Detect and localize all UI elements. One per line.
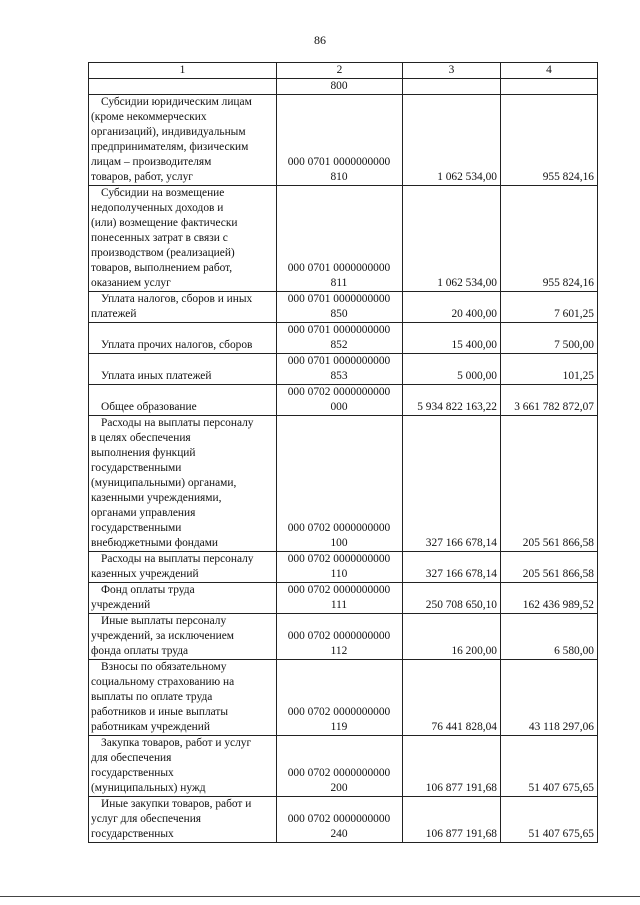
row-code-line: 112 bbox=[330, 645, 348, 657]
row-col4-value: 7 500,00 bbox=[501, 323, 598, 354]
header-col-1: 1 bbox=[89, 63, 277, 79]
row-name-line: государственных bbox=[91, 767, 174, 779]
row-name-cell bbox=[89, 660, 277, 736]
row-code-line: 000 0701 0000000000 bbox=[287, 324, 391, 336]
row-name-line: предпринимателям, физическим bbox=[91, 141, 249, 153]
table-row bbox=[89, 292, 598, 323]
row-name-line: работников и иные выплаты bbox=[91, 706, 229, 718]
row-code-cell bbox=[277, 736, 403, 797]
row-col3-value: 1 062 534,00 bbox=[403, 95, 501, 186]
row-code-line: 850 bbox=[330, 308, 348, 320]
row-code-cell bbox=[277, 354, 403, 385]
row-name-line: платежей bbox=[91, 308, 137, 320]
row-name-line: товаров, выполнением работ, bbox=[91, 262, 233, 274]
row-name-line: услуг для обеспечения bbox=[91, 813, 202, 825]
budget-table bbox=[88, 62, 598, 843]
row-name-line: оказанием услуг bbox=[91, 277, 171, 289]
row-name-line: Уплата налогов, сборов и иных bbox=[101, 293, 253, 305]
row-code-line: 119 bbox=[330, 721, 348, 733]
row-code-line: 200 bbox=[330, 782, 348, 794]
row-name-line: Расходы на выплаты персоналу bbox=[101, 553, 254, 565]
table-body bbox=[89, 79, 598, 843]
row-code-line: 110 bbox=[330, 568, 348, 580]
row-name-line: учреждений bbox=[91, 599, 151, 611]
row-name-line: государственными bbox=[91, 522, 182, 534]
row-name-line: Закупка товаров, работ и услуг bbox=[101, 737, 252, 749]
row-col3-value: 16 200,00 bbox=[403, 614, 501, 660]
row-name-cell bbox=[89, 186, 277, 292]
row-code-line: 000 0702 0000000000 bbox=[287, 584, 391, 596]
row-name-line: организаций), индивидуальным bbox=[91, 126, 246, 138]
row-code-cell bbox=[277, 660, 403, 736]
row-name-line: работникам учреждений bbox=[91, 721, 210, 733]
table-row bbox=[89, 660, 598, 736]
row-name-line: казенных учреждений bbox=[91, 568, 199, 580]
row-name-line: недополученных доходов и bbox=[91, 202, 224, 214]
row-code-line: 240 bbox=[330, 828, 348, 840]
row-name-line: Общее образование bbox=[101, 401, 197, 413]
row-code-line: 800 bbox=[330, 80, 348, 92]
row-name-line: понесенных затрат в связи с bbox=[91, 232, 228, 244]
header-col-3: 3 bbox=[403, 63, 501, 79]
row-col4-value: 205 561 866,58 bbox=[501, 416, 598, 552]
row-col4-value: 3 661 782 872,07 bbox=[501, 385, 598, 416]
row-name-line: социальному страхованию на bbox=[91, 676, 235, 688]
header-row bbox=[89, 63, 598, 79]
row-code-cell bbox=[277, 323, 403, 354]
row-code-line: 000 0702 0000000000 bbox=[287, 522, 391, 534]
row-name-line: внебюджетными фондами bbox=[91, 537, 219, 549]
row-col4-value: 6 580,00 bbox=[501, 614, 598, 660]
row-code-cell bbox=[277, 79, 403, 95]
table-row bbox=[89, 95, 598, 186]
row-code-cell bbox=[277, 186, 403, 292]
row-name-line: Расходы на выплаты персоналу bbox=[101, 417, 254, 429]
row-code-line: 000 0701 0000000000 bbox=[287, 156, 391, 168]
row-col4-value: 43 118 297,06 bbox=[501, 660, 598, 736]
row-col3-value: 327 166 678,14 bbox=[403, 416, 501, 552]
row-name-cell bbox=[89, 354, 277, 385]
row-col4-value: 162 436 989,52 bbox=[501, 583, 598, 614]
row-code-line: 000 0702 0000000000 bbox=[287, 386, 391, 398]
row-col4-value: 51 407 675,65 bbox=[501, 736, 598, 797]
row-col3-value: 1 062 534,00 bbox=[403, 186, 501, 292]
row-col4-value: 205 561 866,58 bbox=[501, 552, 598, 583]
row-col3-value: 106 877 191,68 bbox=[403, 797, 501, 843]
row-col3-value: 76 441 828,04 bbox=[403, 660, 501, 736]
row-name-line: выплаты по оплате труда bbox=[91, 691, 213, 703]
row-col3-value: 15 400,00 bbox=[403, 323, 501, 354]
row-name-cell bbox=[89, 736, 277, 797]
table-row bbox=[89, 186, 598, 292]
header-col-2: 2 bbox=[277, 63, 403, 79]
row-name-line: государственными bbox=[91, 462, 182, 474]
table-row bbox=[89, 614, 598, 660]
row-name-cell bbox=[89, 95, 277, 186]
header-col-4: 4 bbox=[501, 63, 598, 79]
row-code-cell bbox=[277, 385, 403, 416]
row-name-line: Фонд оплаты труда bbox=[101, 584, 195, 596]
table-row bbox=[89, 79, 598, 95]
row-col4-value: 101,25 bbox=[501, 354, 598, 385]
row-name-line: Иные выплаты персоналу bbox=[101, 615, 227, 627]
row-name-cell bbox=[89, 416, 277, 552]
table-row bbox=[89, 797, 598, 843]
row-code-line: 000 0702 0000000000 bbox=[287, 630, 391, 642]
row-name-line: лицам – производителям bbox=[91, 156, 212, 168]
row-code-cell bbox=[277, 614, 403, 660]
row-name-line: Субсидии юридическим лицам bbox=[101, 96, 252, 108]
row-col4-value: 955 824,16 bbox=[501, 95, 598, 186]
row-code-line: 000 0702 0000000000 bbox=[287, 767, 391, 779]
row-col3-value: 5 934 822 163,22 bbox=[403, 385, 501, 416]
row-code-cell bbox=[277, 416, 403, 552]
row-name-line: Уплата иных платежей bbox=[101, 370, 212, 382]
table-row bbox=[89, 583, 598, 614]
row-name-cell bbox=[89, 614, 277, 660]
row-code-cell bbox=[277, 95, 403, 186]
row-name-line: (муниципальных) нужд bbox=[91, 782, 206, 794]
row-code-cell bbox=[277, 583, 403, 614]
row-name-line: для обеспечения bbox=[91, 752, 172, 764]
row-code-line: 000 bbox=[330, 401, 348, 413]
bottom-rule bbox=[0, 896, 640, 897]
row-col4-value: 7 601,25 bbox=[501, 292, 598, 323]
row-code-line: 000 0701 0000000000 bbox=[287, 262, 391, 274]
row-name-line: (или) возмещение фактически bbox=[91, 217, 238, 229]
row-code-line: 852 bbox=[330, 339, 348, 351]
row-code-line: 810 bbox=[330, 171, 348, 183]
row-name-line: Иные закупки товаров, работ и bbox=[101, 798, 252, 810]
row-name-line: выполнения функций bbox=[91, 447, 196, 459]
row-code-line: 853 bbox=[330, 370, 348, 382]
row-code-line: 000 0701 0000000000 bbox=[287, 355, 391, 367]
row-name-line: казенными учреждениями, bbox=[91, 492, 222, 504]
row-name-line: в целях обеспечения bbox=[91, 432, 191, 444]
row-col3-value: 5 000,00 bbox=[403, 354, 501, 385]
row-code-line: 000 0702 0000000000 bbox=[287, 813, 391, 825]
row-code-line: 000 0701 0000000000 bbox=[287, 293, 391, 305]
table-row bbox=[89, 354, 598, 385]
row-col3-value bbox=[403, 79, 501, 95]
row-col3-value: 250 708 650,10 bbox=[403, 583, 501, 614]
row-code-cell bbox=[277, 292, 403, 323]
row-name-line: Субсидии на возмещение bbox=[101, 187, 225, 199]
row-name-cell bbox=[89, 292, 277, 323]
row-col4-value: 51 407 675,65 bbox=[501, 797, 598, 843]
row-col3-value: 20 400,00 bbox=[403, 292, 501, 323]
row-name-line: Уплата прочих налогов, сборов bbox=[101, 339, 253, 351]
row-col4-value: 955 824,16 bbox=[501, 186, 598, 292]
table-row bbox=[89, 416, 598, 552]
row-name-cell bbox=[89, 552, 277, 583]
row-name-cell bbox=[89, 583, 277, 614]
row-name-cell bbox=[89, 385, 277, 416]
page-number: 86 bbox=[314, 33, 326, 47]
row-name-cell bbox=[89, 323, 277, 354]
row-code-line: 100 bbox=[330, 537, 348, 549]
row-name-cell bbox=[89, 79, 277, 95]
row-name-line: органами управления bbox=[91, 507, 196, 519]
row-code-line: 000 0702 0000000000 bbox=[287, 706, 391, 718]
table-row bbox=[89, 736, 598, 797]
table-row bbox=[89, 552, 598, 583]
row-code-cell bbox=[277, 797, 403, 843]
row-name-line: товаров, работ, услуг bbox=[91, 171, 193, 183]
row-name-line: государственных bbox=[91, 828, 174, 840]
row-name-line: фонда оплаты труда bbox=[91, 645, 189, 657]
row-name-line: учреждений, за исключением bbox=[91, 630, 234, 642]
table-row bbox=[89, 323, 598, 354]
row-code-line: 111 bbox=[330, 599, 348, 611]
row-col3-value: 327 166 678,14 bbox=[403, 552, 501, 583]
row-name-line: (кроме некоммерческих bbox=[91, 111, 207, 123]
row-code-line: 811 bbox=[330, 277, 348, 289]
row-name-line: Взносы по обязательному bbox=[101, 661, 227, 673]
row-name-line: производством (реализацией) bbox=[91, 247, 235, 259]
row-col3-value: 106 877 191,68 bbox=[403, 736, 501, 797]
row-name-cell bbox=[89, 797, 277, 843]
row-code-line: 000 0702 0000000000 bbox=[287, 553, 391, 565]
row-col4-value bbox=[501, 79, 598, 95]
table-row bbox=[89, 385, 598, 416]
row-code-cell bbox=[277, 552, 403, 583]
row-name-line: (муниципальными) органами, bbox=[91, 477, 237, 489]
